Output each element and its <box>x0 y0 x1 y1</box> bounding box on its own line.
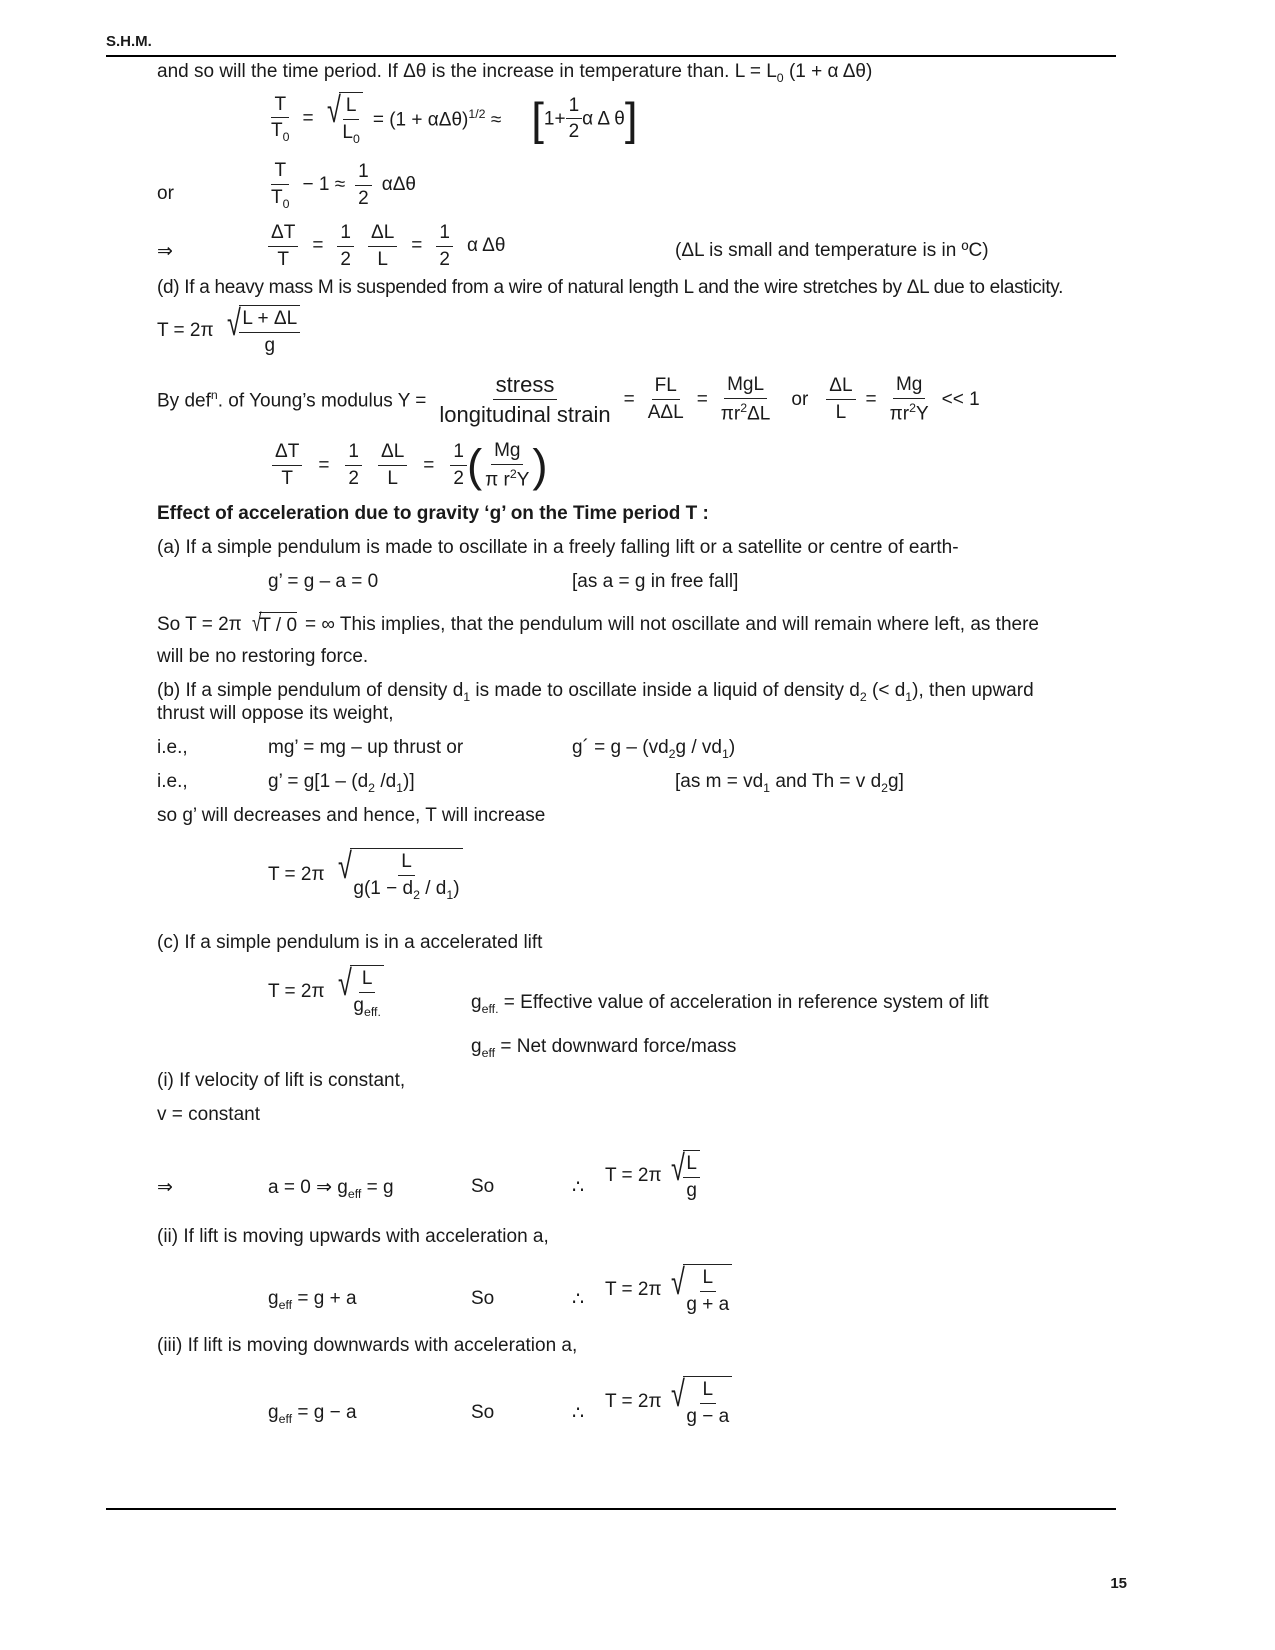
text: (1 + α Δθ) <box>783 61 873 82</box>
text-line: thrust will oppose its weight, <box>157 703 394 724</box>
sqrt: √ $\frac{L}{L_0}$ <box>324 92 363 146</box>
subscript: 0 <box>776 70 784 85</box>
text-line: so g’ will decreases and hence, T will increase <box>157 805 546 826</box>
equation-a: g’ = g – a = 0 <box>268 571 379 592</box>
header-rule <box>106 55 1116 57</box>
text-line: will be no restoring force. <box>157 646 369 667</box>
therefore-icon: ∴ <box>572 1403 585 1424</box>
equation-ratio-T <box>268 89 638 146</box>
ie-label: i.e., <box>157 737 188 758</box>
or-label: or <box>157 183 174 204</box>
so-line: So T = 2π √ T / 0 = ∞ This implies, that the pendulum will not oscillate and will remain where left, as there <box>157 610 1039 637</box>
section-heading: Effect of acceleration due to gravity ‘g’ on the Time period T : <box>157 503 709 524</box>
bracket-expr: [1+ $\frac{1}{2}$ α Δ θ] <box>531 93 638 145</box>
note-a: [as a = g in free fall] <box>572 571 739 592</box>
fraction: $\frac{T}{T_0}$ <box>271 93 290 145</box>
so-label: So <box>471 1402 495 1423</box>
equation: g´ = g – $(vd_2g / vd_1)$ <box>572 737 736 761</box>
equation-5: $\frac{\Delta T}{T}$ = $\frac{1}{2}$ $\frac{\Delta L}{L}$ = $\frac{1}{2}$ ( $\frac{Mg}{\pi r^2Y}$ ) <box>272 440 548 491</box>
page-number: 15 <box>1110 1575 1127 1592</box>
text-line <box>157 61 872 85</box>
therefore-icon: ∴ <box>572 1177 585 1198</box>
equation-6: T = 2π √ $\frac{L}{g(1 - d_2 / d_1)}$ <box>268 848 463 902</box>
case-ii-text: (ii) If lift is moving upwards with acceleration a, <box>157 1226 549 1247</box>
case-iii-text: (iii) If lift is moving downwards with acceleration a, <box>157 1335 578 1356</box>
equation-7: T = 2π √ $\frac{L}{g_{eff.}}$ <box>268 965 384 1019</box>
equation-2: $\frac{T}{T_0}$ − 1 ≈ $\frac{1}{2}$ αΔθ <box>271 160 416 211</box>
ie-label: i.e., <box>157 771 188 792</box>
paragraph-d: (d) If a heavy mass M is suspended from a wire of natural length L and the wire stretches by ΔL due to elasticity. <box>157 277 1064 298</box>
paragraph-c: (c) If a simple pendulum is in a accelerated lift <box>157 932 543 953</box>
equation: $g_{eff} = g - a$ <box>268 1402 357 1426</box>
equation: T = 2π √ $\frac{L}{g}$ <box>605 1150 700 1202</box>
footer-rule <box>106 1508 1116 1510</box>
paragraph-a: (a) If a simple pendulum is made to oscillate in a freely falling lift or a satellite or centre of earth- <box>157 537 959 558</box>
text-line: v = constant <box>157 1104 260 1125</box>
text: and so will the time period. If Δθ is the increase in temperature than. L = L <box>157 61 777 82</box>
equation-3: $\frac{\Delta T}{T}$ = $\frac{1}{2}$ $\frac{\Delta L}{L}$ = $\frac{1}{2}$ α Δθ <box>268 222 505 271</box>
implies-icon: ⇒ <box>157 1177 173 1198</box>
youngs-modulus-equation: By def$^n$. of Young’s modulus Y = $\frac{\text{stress}}{\text{longitudinal strain}}$ = $\frac{FL}{\text{AΔL}}$ = $\frac{\text{MgL}}{\pi r^2\Delta L}$ or $\frac{\Delta L}{L}$ = $\frac{Mg}{\pi r^2Y}$ << 1 <box>157 372 980 428</box>
equation: $g_{eff} = g + a$ <box>268 1288 357 1312</box>
text: − 1 ≈ <box>302 174 346 196</box>
implies-icon: ⇒ <box>157 241 173 262</box>
note: (ΔL is small and temperature is in ºC) <box>675 240 989 261</box>
text: αΔθ <box>381 174 416 196</box>
equation: a = 0 ⇒ $g_{eff} = g$ <box>268 1177 394 1201</box>
header-title: S.H.M. <box>106 33 152 50</box>
equation: mg’ = mg – up thrust or <box>268 737 464 758</box>
geff-definition-2: $g_{eff}$ = Net downward force/mass <box>471 1036 737 1060</box>
equals: = <box>302 107 314 129</box>
therefore-icon: ∴ <box>572 1289 585 1310</box>
geff-definition: $g_{eff.}$ = Effective value of acceleration in reference system of lift <box>471 992 989 1016</box>
equation-4: T = 2π √ $\frac{L + \Delta L}{g}$ <box>157 305 300 357</box>
case-i-text: (i) If velocity of lift is constant, <box>157 1070 406 1091</box>
paragraph-b: (b) If a simple pendulum of density $d_1$ is made to oscillate inside a liquid of density $d_2$ (< $d_1$), then upward <box>157 680 1034 704</box>
so-label: So <box>471 1176 495 1197</box>
text: = $(1 + \alpha\Delta\theta)^{1/2}$ ≈ <box>372 106 502 131</box>
equation: T = 2π √ $\frac{L}{g - a}$ <box>605 1376 732 1428</box>
equation: T = 2π √ $\frac{L}{g + a}$ <box>605 1264 732 1316</box>
so-label: So <box>471 1288 495 1309</box>
note: [as $m = vd_1$ and Th = v $d_2g$] <box>675 771 904 795</box>
equation: g’ = $g[1 - (d_2$ $/d_1$)] <box>268 771 415 795</box>
